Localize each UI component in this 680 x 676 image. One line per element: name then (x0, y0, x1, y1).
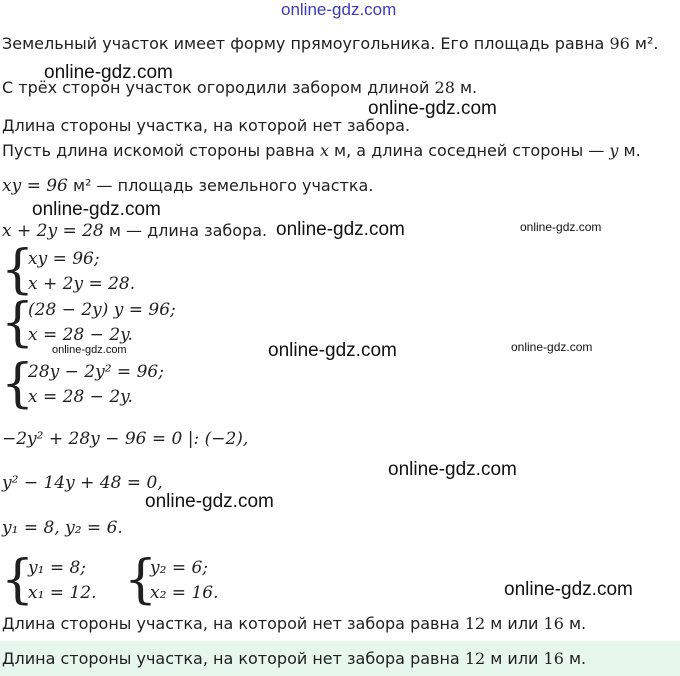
question-line: Длина стороны участка, на которой нет забора. (2, 116, 411, 135)
system-2 (28, 298, 176, 348)
fence-equation: x + 2y = 28 (2, 221, 104, 241)
system-3 (28, 360, 164, 410)
watermark: online-gdz.com (32, 199, 161, 220)
result-value-2: 16 (543, 614, 564, 633)
system-2-eq-1: (28 − 2y) y = 96; (28, 300, 176, 320)
result-value-1: 12 (464, 614, 486, 633)
fence-unit: м. (454, 78, 478, 97)
watermark: online-gdz.com (368, 98, 497, 119)
watermark: online-gdz.com (504, 579, 633, 600)
answer-text: м или (485, 649, 544, 668)
system-4a-eq-2: x₁ = 12. (28, 583, 97, 603)
area-equation-line (2, 176, 373, 196)
result-text: м или (485, 614, 544, 633)
system-4a-eq-1: y₁ = 8; (28, 558, 87, 578)
fence-length-value: 28 (434, 78, 455, 97)
watermark: online-gdz.com (276, 219, 405, 240)
text-fragment: м. (618, 141, 641, 160)
quadratic-equation-2: y² − 14y + 48 = 0, (2, 473, 163, 493)
system-4a (28, 556, 97, 606)
system-1-eq-2: x + 2y = 28. (28, 274, 136, 294)
watermark: online-gdz.com (511, 340, 593, 354)
text-fragment: м, а длина соседней стороны — (328, 141, 610, 160)
answer-line (2, 649, 586, 668)
system-4b-eq-1: y₂ = 6; (150, 558, 209, 578)
problem-line-1 (2, 34, 658, 54)
answer-value-1: 12 (464, 649, 486, 668)
watermark: online-gdz.com (44, 62, 173, 83)
watermark-top: online-gdz.com (281, 0, 397, 19)
brace-icon: { (1, 550, 35, 610)
area-equation-text: м² — площадь земельного участка. (67, 176, 374, 195)
area-value: 96 (609, 34, 630, 53)
answer-unit: м. (563, 649, 587, 668)
answer-value-2: 16 (543, 649, 564, 668)
area-equation: xy = 96 (2, 176, 68, 196)
problem-text: Земельный участок имеет форму прямоугольника. Его площадь равна (2, 34, 610, 53)
area-unit: м². (629, 34, 659, 53)
result-line (2, 614, 586, 634)
answer-text: Длина стороны участка, на которой нет забора равна (2, 649, 465, 668)
watermark: online-gdz.com (388, 459, 517, 480)
watermark: online-gdz.com (268, 340, 397, 361)
brace-icon: { (1, 354, 35, 414)
text-fragment: Пусть длина искомой стороны равна (2, 141, 320, 160)
watermark: online-gdz.com (145, 491, 274, 512)
watermark: online-gdz.com (52, 344, 127, 356)
problem-text: С трёх сторон участок огородили забором длиной (2, 78, 435, 97)
system-4b-eq-2: x₂ = 16. (150, 583, 219, 603)
quadratic-equation-1: −2y² + 28y − 96 = 0 |: (−2), (2, 429, 249, 449)
fence-equation-line (2, 221, 267, 241)
fence-equation-text: м — длина забора. (103, 221, 268, 240)
roots-line: y₁ = 8, y₂ = 6. (2, 518, 123, 538)
system-4b (150, 556, 219, 606)
system-2-eq-2: x = 28 − 2y. (28, 325, 133, 345)
system-1-eq-1: xy = 96; (28, 249, 100, 269)
watermark: online-gdz.com (520, 220, 602, 234)
brace-icon: { (124, 550, 158, 610)
var-y: y (609, 141, 619, 160)
system-3-eq-2: x = 28 − 2y. (28, 387, 133, 407)
system-3-eq-1: 28y − 2y² = 96; (28, 362, 164, 382)
brace-icon: { (1, 293, 35, 353)
result-text: Длина стороны участка, на которой нет забора равна (2, 614, 465, 633)
brace-icon: { (1, 240, 35, 300)
variables-line (2, 141, 641, 161)
var-x: x (319, 141, 329, 160)
system-1 (28, 247, 135, 297)
result-unit: м. (563, 614, 587, 633)
